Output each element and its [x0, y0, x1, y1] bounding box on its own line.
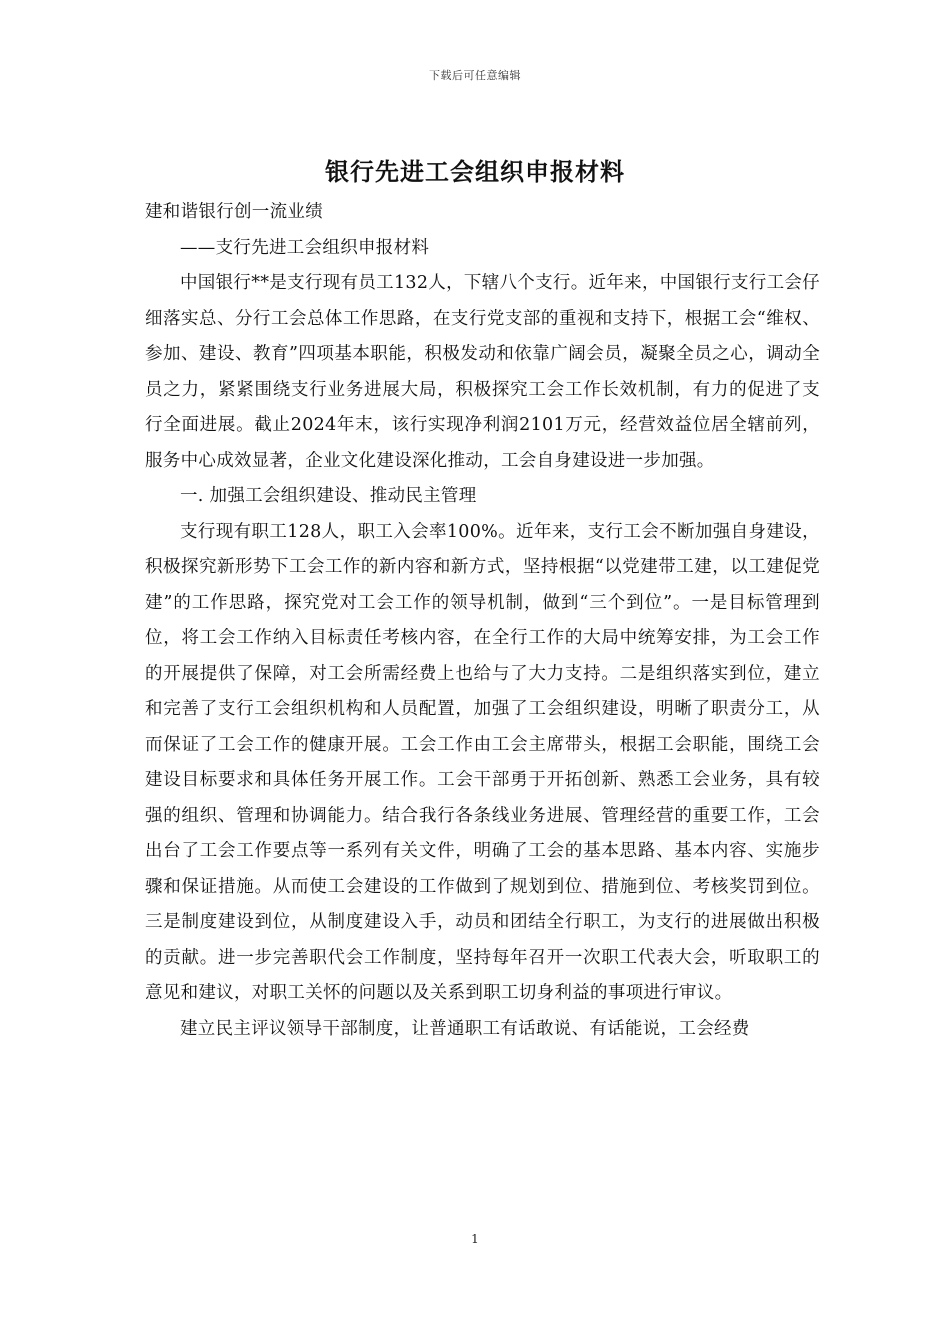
- subtitle-main: 建和谐银行创一流业绩: [145, 202, 323, 222]
- document-body: [145, 195, 820, 1047]
- document-title: 银行先进工会组织申报材料: [325, 157, 625, 186]
- paragraph: 支行现有职工128人，职工入会率100%。近年来，支行工会不断加强自身建设，积极探究新形势下工会工作的新内容和新方式，坚持根据“以党建带工建，以工建促党建”的工作思路，探究党对工会工作的领导机制，做到“三个到位”。一是目标管理到位，将工会工作纳入目标责任考核内容，在全行工作的大局中统筹安排，为工会工作的开展提供了保障，对工会所需经费上也给与了大力支持。二是组织落实到位，建立和完善了支行工会组织机构和人员配置，加强了工会组织建设，明晰了职责分工，从而保证了工会工作的健康开展。工会工作由工会主席带头，根据工会职能，围绕工会建设目标要求和具体任务开展工作。工会干部勇于开拓创新、熟悉工会业务，具有较强的组织、管理和协调能力。结合我行各条线业务进展、管理经营的重要工作，工会出台了工会工作要点等一系列有关文件，明确了工会的基本思路、基本内容、实施步骤和保证措施。从而使工会建设的工作做到了规划到位、措施到位、考核奖罚到位。三是制度建设到位，从制度建设入手，动员和团结全行职工，为支行的进展做出积极的贡献。进一步完善职代会工作制度，坚持每年召开一次职工代表大会，听取职工的意见和建议，对职工关怀的问题以及关系到职工切身利益的事项进行审议。: [145, 521, 820, 1003]
- section-heading: 一. 加强工会组织建设、推动民主管理: [180, 486, 477, 506]
- header-note: 下载后可任意编辑: [429, 69, 521, 82]
- paragraph: 中国银行**是支行现有员工132人，下辖八个支行。近年来，中国银行支行工会仔细落实总、分行工会总体工作思路，在支行党支部的重视和支持下，根据工会“维权、参加、建设、教育”四项基本职能，积极发动和依靠广阔会员，凝聚全员之心，调动全员之力，紧紧围绕支行业务进展大局，积极探究工会工作长效机制，有力的促进了支行全面进展。截止2024年末，该行实现净利润2101万元，经营效益位居全辖前列，服务中心成效显著，企业文化建设深化推动，工会自身建设进一步加强。: [145, 273, 820, 471]
- subtitle-sub: ——支行先进工会组织申报材料: [180, 237, 430, 258]
- paragraph: 建立民主评议领导干部制度，让普通职工有话敢说、有话能说，工会经费: [180, 1018, 750, 1039]
- page-number: 1: [471, 1232, 479, 1246]
